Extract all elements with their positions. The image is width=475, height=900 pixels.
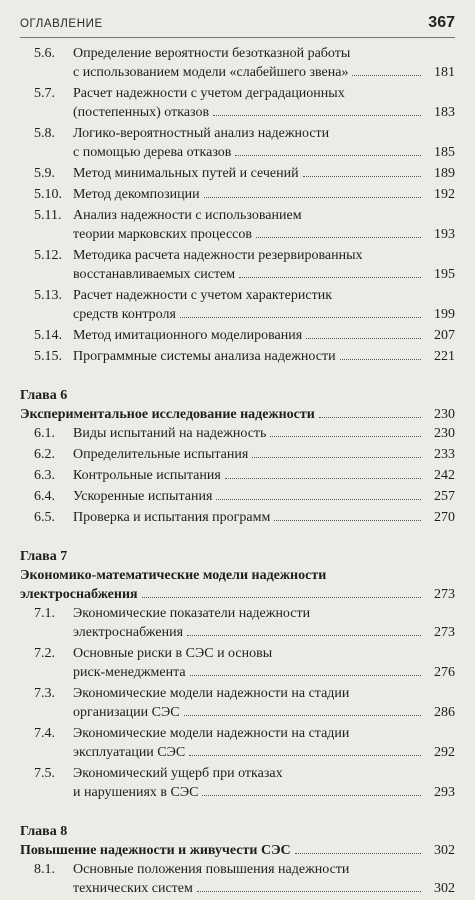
entry-title [20,206,455,244]
page-ref: 242 [434,468,455,483]
title-line [73,246,425,265]
entry-title [20,860,455,898]
page-ref: 302 [434,843,455,858]
dot-leader [225,478,421,479]
page-ref: 185 [434,145,455,160]
title-line [73,783,425,802]
toc-entry[interactable] [20,326,455,345]
entry-title [20,286,455,324]
entry-title [20,424,455,443]
title-line [20,822,425,841]
entry-number: 6.3. [34,468,55,483]
title-line [73,424,425,443]
dot-leader [213,115,421,116]
chapter-gap [20,529,455,547]
title-text: Ускоренные испытания [73,489,213,504]
title-line [20,386,425,405]
page-ref: 230 [434,407,455,422]
toc-entry[interactable] [20,44,455,82]
page-ref: 292 [434,745,455,760]
entry-number: 5.6. [34,46,55,61]
page-ref: 195 [434,267,455,282]
entry-number: 6.2. [34,447,55,462]
table-of-contents [20,44,455,900]
title-line [73,185,425,204]
page-ref: 193 [434,227,455,242]
chapter-heading[interactable] [20,822,455,860]
title-line [20,566,425,585]
title-text: Метод имитационного моделирования [73,328,303,343]
toc-entry[interactable] [20,644,455,682]
title-text: Проверка и испытания программ [73,510,271,525]
entry-title [20,487,455,506]
title-line [73,143,425,162]
title-text: с использованием модели «слабейшего звена» [73,65,349,80]
entry-number: 5.14. [34,328,62,343]
entry-number: 7.5. [34,766,55,781]
title-line [73,164,425,183]
page-ref: 257 [434,489,455,504]
page-ref: 207 [434,328,455,343]
entry-number: 7.2. [34,646,55,661]
entry-title [20,124,455,162]
toc-entry[interactable] [20,124,455,162]
dot-leader [340,359,421,360]
title-text: средств контроля [73,307,176,322]
title-text: организации СЭС [73,705,180,720]
title-text: Основные риски в СЭС и основы [73,646,273,661]
title-line [73,265,425,284]
title-line [20,405,425,424]
entry-title [20,185,455,204]
page-ref: 192 [434,187,455,202]
title-line [73,305,425,324]
dot-leader [270,436,421,437]
title-text: Экономико-математические модели надежности [20,568,327,583]
title-text: электроснабжения [20,587,138,602]
title-text: Экспериментальное исследование надежности [20,407,315,422]
page-ref: 273 [434,587,455,602]
entry-number: 7.1. [34,606,55,621]
toc-entry[interactable] [20,487,455,506]
entry-number: 5.12. [34,248,62,263]
title-line [73,663,425,682]
dot-leader [303,176,421,177]
chapter-gap [20,368,455,386]
entry-number: 7.3. [34,686,55,701]
toc-entry[interactable] [20,860,455,898]
dot-leader [184,715,421,716]
entry-title [20,604,455,642]
title-line [73,63,425,82]
toc-entry[interactable] [20,424,455,443]
title-line [73,84,425,103]
page-ref: 199 [434,307,455,322]
title-line [73,225,425,244]
toc-entry[interactable] [20,764,455,802]
title-line [73,44,425,63]
title-text: риск-менеджмента [73,665,186,680]
title-text: Экономические показатели надежности [73,606,311,621]
page-ref: 273 [434,625,455,640]
dot-leader [197,891,421,892]
title-line [73,644,425,663]
running-title: ОГЛАВЛЕНИЕ [20,18,103,30]
title-line [73,466,425,485]
title-line [73,508,425,527]
toc-entry[interactable] [20,84,455,122]
page-ref: 230 [434,426,455,441]
title-text: Метод минимальных путей и сечений [73,166,299,181]
dot-leader [204,197,421,198]
title-text: Методика расчета надежности резервированных [73,248,363,263]
dot-leader [274,520,421,521]
dot-leader [142,597,421,598]
title-line [73,286,425,305]
title-line [73,326,425,345]
entry-number: 6.5. [34,510,55,525]
title-text: технических систем [73,881,193,896]
toc-entry[interactable] [20,724,455,762]
title-line [73,724,425,743]
entry-title [20,764,455,802]
title-text: Программные системы анализа надежности [73,349,336,364]
entry-title [20,466,455,485]
title-text: Экономические модели надежности на стадии [73,686,350,701]
toc-entry[interactable] [20,466,455,485]
dot-leader [319,417,421,418]
dot-leader [295,853,421,854]
entry-number: 7.4. [34,726,55,741]
entry-title [20,508,455,527]
page-ref: 293 [434,785,455,800]
title-text: восстанавливаемых систем [73,267,236,282]
title-line [73,623,425,642]
title-text: Экономический ущерб при отказах [73,766,283,781]
title-text: Определительные испытания [73,447,249,462]
title-text: с помощью дерева отказов [73,145,232,160]
title-line [20,585,425,604]
chapter-title [20,547,455,604]
dot-leader [252,457,421,458]
title-text: и нарушениях в СЭС [73,785,199,800]
entry-title [20,164,455,183]
title-text: Глава 7 [20,549,68,564]
title-text: Метод декомпозиции [73,187,200,202]
dot-leader [216,499,421,500]
entry-number: 5.15. [34,349,62,364]
chapter-title [20,386,455,424]
entry-number: 6.1. [34,426,55,441]
dot-leader [256,237,421,238]
title-text: Виды испытаний на надежность [73,426,267,441]
entry-title [20,44,455,82]
title-line [73,703,425,722]
page-ref: 181 [434,65,455,80]
title-line [73,206,425,225]
toc-entry[interactable] [20,347,455,366]
entry-number: 5.11. [34,208,62,223]
title-line [73,743,425,762]
entry-number: 6.4. [34,489,55,504]
toc-entry[interactable] [20,246,455,284]
toc-entry[interactable] [20,164,455,183]
chapter-heading[interactable] [20,547,455,604]
title-text: (постепенных) отказов [73,105,210,120]
title-text: Расчет надежности с учетом характеристик [73,288,332,303]
chapter-heading[interactable] [20,386,455,424]
dot-leader [180,317,421,318]
title-line [73,860,425,879]
title-line [73,487,425,506]
entry-title [20,246,455,284]
toc-entry[interactable] [20,604,455,642]
title-line [73,445,425,464]
dot-leader [190,675,421,676]
dot-leader [306,338,421,339]
title-text: Анализ надежности с использованием [73,208,302,223]
entry-title [20,326,455,345]
title-text: Расчет надежности с учетом деградационных [73,86,345,101]
dot-leader [235,155,421,156]
toc-entry[interactable] [20,286,455,324]
title-line [73,347,425,366]
title-text: эксплуатации СЭС [73,745,186,760]
header-divider [20,37,455,38]
toc-entry[interactable] [20,445,455,464]
title-text: Основные положения повышения надежности [73,862,350,877]
title-text: Логико-вероятностный анализ надежности [73,126,330,141]
title-text: Глава 6 [20,388,68,403]
toc-entry[interactable] [20,684,455,722]
title-line [73,879,425,898]
title-text: Глава 8 [20,824,68,839]
entry-number: 5.7. [34,86,55,101]
title-line [20,547,425,566]
title-line [73,604,425,623]
title-line [73,103,425,122]
entry-title [20,644,455,682]
dot-leader [187,635,421,636]
entry-number: 5.10. [34,187,62,202]
title-line [73,124,425,143]
page-ref: 270 [434,510,455,525]
dot-leader [202,795,421,796]
entry-number: 5.8. [34,126,55,141]
entry-number: 8.1. [34,862,55,877]
page-ref: 189 [434,166,455,181]
toc-entry[interactable] [20,206,455,244]
entry-title [20,684,455,722]
title-text: Определение вероятности безотказной работы [73,46,351,61]
dot-leader [239,277,421,278]
chapter-title [20,822,455,860]
entry-number: 5.13. [34,288,62,303]
entry-title [20,724,455,762]
page-ref: 276 [434,665,455,680]
page-ref: 221 [434,349,455,364]
dot-leader [352,75,421,76]
title-line [73,764,425,783]
page-ref: 183 [434,105,455,120]
dot-leader [189,755,421,756]
title-line [73,684,425,703]
entry-number: 5.9. [34,166,55,181]
page-ref: 233 [434,447,455,462]
title-text: Контрольные испытания [73,468,221,483]
title-text: теории марковских процессов [73,227,253,242]
entry-title [20,445,455,464]
page-number: 367 [428,14,455,31]
title-line [20,841,425,860]
title-text: Повышение надежности и живучести СЭС [20,843,291,858]
entry-title [20,347,455,366]
title-text: электроснабжения [73,625,184,640]
title-text: Экономические модели надежности на стадии [73,726,350,741]
page-header [20,14,455,36]
entry-title [20,84,455,122]
toc-entry[interactable] [20,185,455,204]
toc-entry[interactable] [20,508,455,527]
page-ref: 302 [434,881,455,896]
page-ref: 286 [434,705,455,720]
chapter-gap [20,804,455,822]
